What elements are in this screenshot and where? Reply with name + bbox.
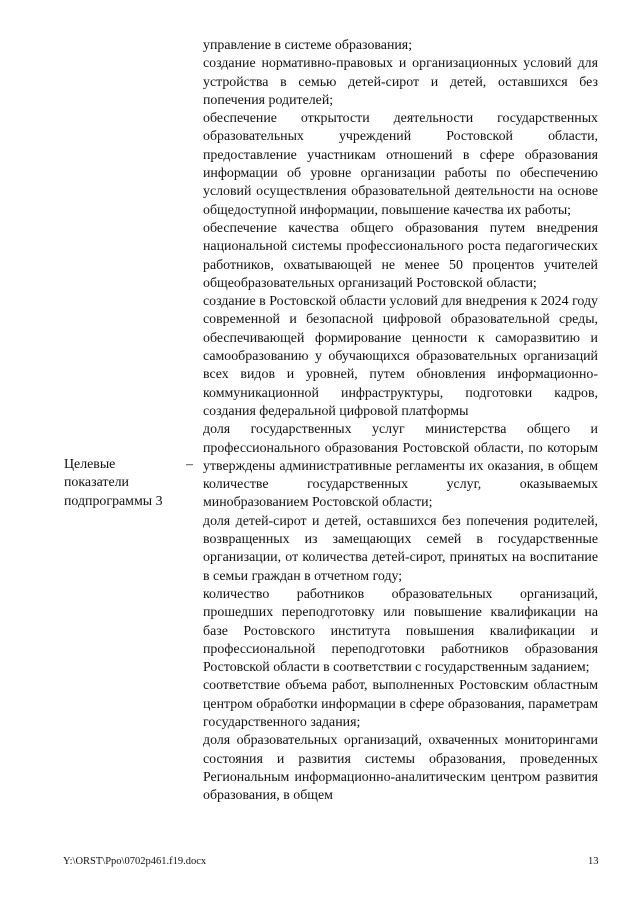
footer-file-path: Y:\ORST\Ppo\0702p461.f19.docx	[63, 856, 207, 867]
paragraph: создание в Ростовской области условий для внедрения к 2024 году современной и безопасной цифровой образовательной среды, обеспечивающей формирование ценности к саморазвитию и самообразованию у обучающихся образовательных организаций всех видов и уровней, путем обновления информационно-коммуникационной инфраструктуры, подготовки кадров, создания федеральной цифровой платформы	[203, 294, 598, 419]
paragraph: обеспечение открытости деятельности государственных образовательных учреждений Ростовской области, предоставление участникам отношений в сфере образования информации об уровне организации работы по обеспечению условий осуществления образовательной деятельности на основе общедоступной информации, повышение качества их работы;	[203, 111, 598, 218]
paragraph: соответствие объема работ, выполненных Ростовским областным центром обработки информации в сфере образования, параметрам государственного задания;	[203, 678, 598, 730]
page-number: 13	[588, 856, 599, 867]
paragraph: доля детей-сирот и детей, оставшихся без попечения родителей, возвращенных из замещающих семей в государственные организации, от количества детей-сирот, принятых на воспитание в семьи граждан в отчетном году;	[203, 513, 598, 584]
paragraph: количество работников образовательных организаций, прошедших переподготовку или повышение квалификации на базе Ростовского института повышения квалификации и профессиональной переподготовки работников образования Ростовской области в соответствии с государственным заданием;	[203, 586, 598, 676]
paragraph: доля образовательных организаций, охваченных мониторингами состояния и развития системы образования, проведенных Региональным информационно-аналитическим центром развития образования, в общем	[203, 733, 598, 804]
row-label	[64, 456, 174, 511]
row-label-line: подпрограммы 3	[64, 493, 163, 509]
row-dash: –	[186, 457, 193, 472]
paragraph: доля государственных услуг министерства общего и профессионального образования Ростовской области, по которым утверждены административные регламенты их оказания, в общем количестве государственных услуг, оказываемых минобразованием Ростовской области;	[203, 422, 598, 511]
row-label-line: Целевые	[64, 457, 116, 472]
row-label-line: показатели	[64, 475, 129, 491]
paragraph: создание нормативно-правовых и организационных условий для устройства в семью детей-сирот и детей, оставшихся без попечения родителей;	[203, 56, 598, 108]
right-column-text	[203, 37, 598, 805]
paragraph: обеспечение качества общего образования путем внедрения национальной системы профессионального роста педагогических работников, охватывающей не менее 50 процентов учителей общеобразовательных организаций Ростовской области;	[203, 220, 598, 291]
paragraph: управление в системе образования;	[203, 38, 413, 53]
